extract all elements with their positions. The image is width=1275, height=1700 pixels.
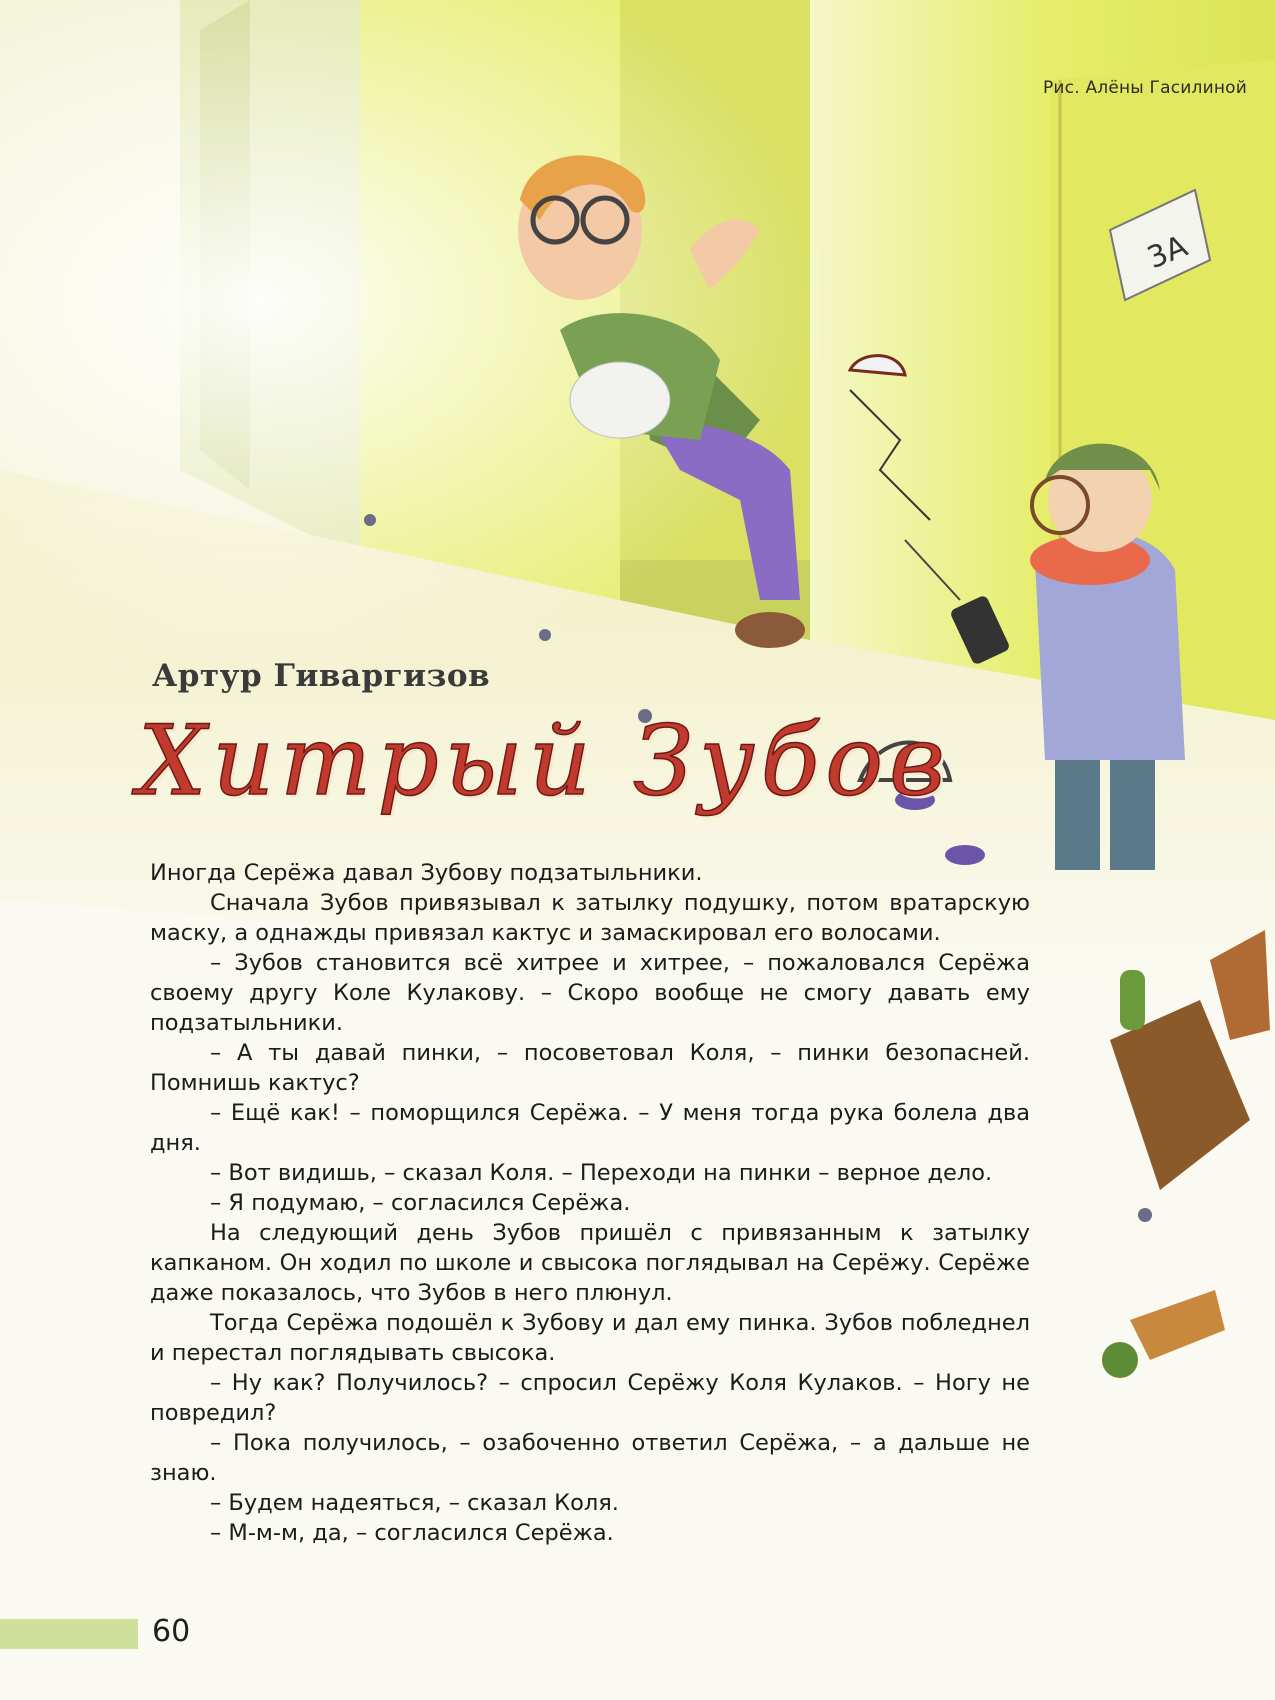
footer-accent-bar	[0, 1619, 138, 1649]
story-paragraph: – М-м-м, да, – согласился Серёжа.	[210, 1520, 614, 1546]
story-paragraph: – Я подумаю, – согласился Серёжа.	[210, 1190, 631, 1216]
illustration-credit: Рис. Алёны Гасилиной	[1042, 78, 1247, 98]
story-paragraph: – А ты давай пинки, – посоветовал Коля, – пинки безопасней. Помнишь кактус?	[150, 1040, 1030, 1096]
story-paragraph: – Вот видишь, – сказал Коля. – Переходи на пинки – верное дело.	[210, 1160, 993, 1186]
page-number: 60	[152, 1614, 191, 1649]
svg-text:3А: 3А	[1142, 228, 1193, 277]
story-paragraph: На следующий день Зубов пришёл с привязанным к затылку капканом. Он ходил по школе и свысока поглядывал на Серёжу. Серёже даже показалось, что Зубов в него плюнул.	[150, 1220, 1030, 1306]
story-paragraph: – Зубов становится всё хитрее и хитрее, – пожаловался Серёжа своему другу Коле Кулакову. – Скоро вообще не смогу давать ему подзатыльники.	[150, 950, 1030, 1036]
story-paragraph: Тогда Серёжа подошёл к Зубову и дал ему пинка. Зубов побледнел и перестал поглядывать свысока.	[150, 1310, 1030, 1366]
story-title: Хитрый Зубов	[138, 705, 951, 817]
story-body	[150, 858, 1030, 1548]
author-name: Артур Гиваргизов	[152, 658, 491, 694]
story-paragraph: Иногда Серёжа давал Зубову подзатыльники.	[150, 860, 703, 886]
story-paragraph: – Ну как? Получилось? – спросил Серёжу Коля Кулаков. – Ногу не повредил?	[150, 1370, 1030, 1426]
story-paragraph: – Будем надеяться, – сказал Коля.	[210, 1490, 619, 1516]
story-paragraph: – Ещё как! – поморщился Серёжа. – У меня тогда рука болела два дня.	[150, 1100, 1030, 1156]
story-paragraph: – Пока получилось, – озабоченно ответил Серёжа, – а дальше не знаю.	[150, 1430, 1030, 1486]
story-paragraph: Сначала Зубов привязывал к затылку подушку, потом вратарскую маску, а однажды привязал кактус и замаскировал его волосами.	[150, 890, 1030, 946]
